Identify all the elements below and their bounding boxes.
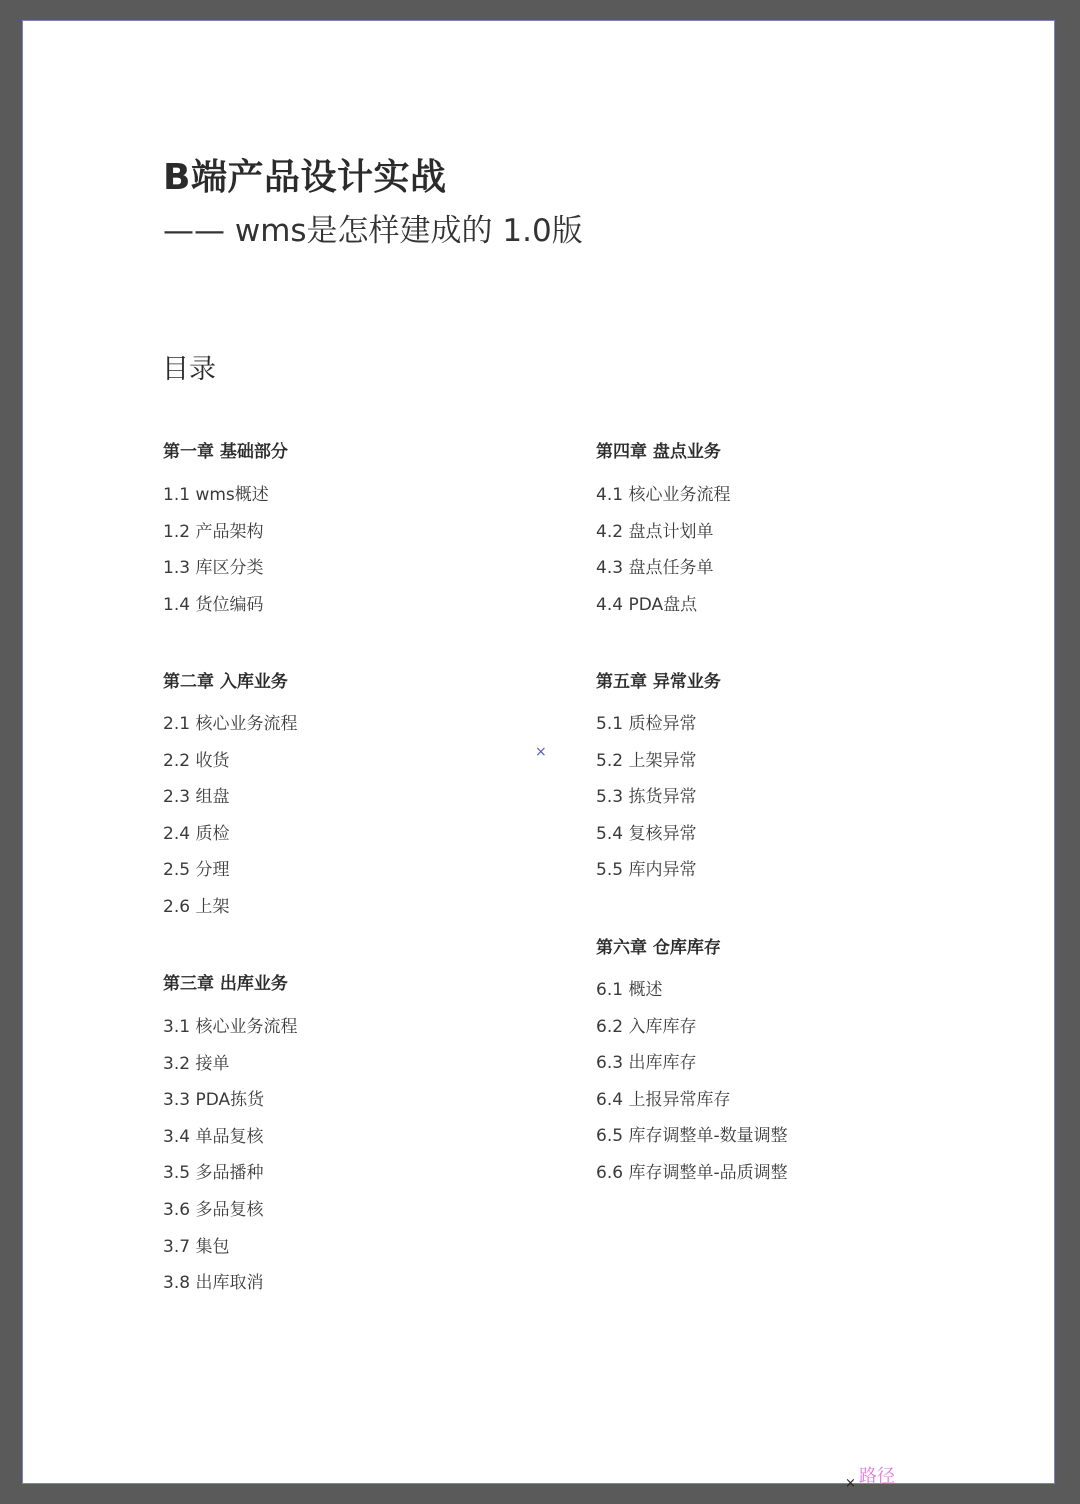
path-anchor-icon[interactable]: × bbox=[845, 1476, 856, 1491]
chapter-heading-4[interactable]: 第四章 盘点业务 bbox=[596, 442, 721, 462]
toc-item[interactable]: 3.8 出库取消 bbox=[163, 1273, 264, 1294]
toc-item[interactable]: 3.2 接单 bbox=[163, 1053, 230, 1074]
toc-item[interactable]: 6.3 出库库存 bbox=[596, 1053, 697, 1074]
toc-item[interactable]: 3.1 核心业务流程 bbox=[163, 1017, 298, 1037]
toc-item[interactable]: 4.1 核心业务流程 bbox=[596, 485, 731, 505]
document-subtitle: —— wms是怎样建成的 1.0版 bbox=[163, 213, 583, 249]
toc-item[interactable]: 3.5 多品播种 bbox=[163, 1163, 264, 1184]
chapter-1-items bbox=[163, 484, 269, 630]
toc-item[interactable]: 2.3 组盘 bbox=[163, 787, 230, 808]
toc-item[interactable]: 6.2 入库库存 bbox=[596, 1016, 697, 1037]
toc-item[interactable]: 2.1 核心业务流程 bbox=[163, 714, 298, 734]
toc-item[interactable]: 6.6 库存调整单-品质调整 bbox=[596, 1162, 788, 1183]
chapter-heading-1[interactable]: 第一章 基础部分 bbox=[163, 442, 288, 462]
toc-item[interactable]: 2.4 质检 bbox=[163, 823, 230, 844]
chapter-4-items bbox=[596, 484, 730, 630]
toc-item[interactable]: 3.4 单品复核 bbox=[163, 1126, 264, 1147]
chapter-3-items bbox=[163, 1016, 297, 1309]
close-icon[interactable]: × bbox=[535, 744, 547, 760]
chapter-5-items bbox=[596, 713, 696, 896]
toc-heading: 目录 bbox=[162, 354, 216, 385]
toc-item[interactable]: 2.6 上架 bbox=[163, 896, 230, 917]
toc-item[interactable]: 4.3 盘点任务单 bbox=[596, 558, 714, 579]
toc-item[interactable]: 3.7 集包 bbox=[163, 1236, 230, 1257]
toc-item[interactable]: 4.2 盘点计划单 bbox=[596, 521, 714, 542]
toc-item[interactable]: 2.5 分理 bbox=[163, 860, 230, 881]
chapter-heading-5[interactable]: 第五章 异常业务 bbox=[596, 672, 721, 692]
toc-item[interactable]: 6.5 库存调整单-数量调整 bbox=[596, 1126, 788, 1147]
toc-item[interactable]: 1.1 wms概述 bbox=[163, 485, 269, 505]
toc-item[interactable]: 4.4 PDA盘点 bbox=[596, 594, 698, 615]
document-page bbox=[22, 20, 1055, 1491]
document-title: B端产品设计实战 bbox=[163, 157, 447, 198]
toc-item[interactable]: 5.2 上架异常 bbox=[596, 750, 697, 771]
toc-item[interactable]: 5.3 拣货异常 bbox=[596, 787, 697, 808]
toc-item[interactable]: 1.4 货位编码 bbox=[163, 594, 264, 615]
toc-item[interactable]: 3.6 多品复核 bbox=[163, 1199, 264, 1220]
chapter-heading-2[interactable]: 第二章 入库业务 bbox=[163, 672, 288, 692]
toc-item[interactable]: 5.1 质检异常 bbox=[596, 714, 697, 734]
chapter-6-items bbox=[596, 979, 788, 1199]
chapter-heading-3[interactable]: 第三章 出库业务 bbox=[163, 974, 288, 994]
toc-item[interactable]: 1.2 产品架构 bbox=[163, 521, 264, 542]
toc-item[interactable]: 2.2 收货 bbox=[163, 750, 230, 771]
toc-item[interactable]: 5.4 复核异常 bbox=[596, 823, 697, 844]
toc-item[interactable]: 6.1 概述 bbox=[596, 980, 663, 1000]
path-label[interactable]: 路径 bbox=[859, 1466, 895, 1487]
toc-item[interactable]: 1.3 库区分类 bbox=[163, 558, 264, 579]
chapter-heading-6[interactable]: 第六章 仓库库存 bbox=[596, 938, 721, 958]
toc-item[interactable]: 6.4 上报异常库存 bbox=[596, 1089, 731, 1110]
toc-item[interactable]: 5.5 库内异常 bbox=[596, 860, 697, 881]
toc-item[interactable]: 3.3 PDA拣货 bbox=[163, 1090, 265, 1111]
chapter-2-items bbox=[163, 713, 297, 933]
